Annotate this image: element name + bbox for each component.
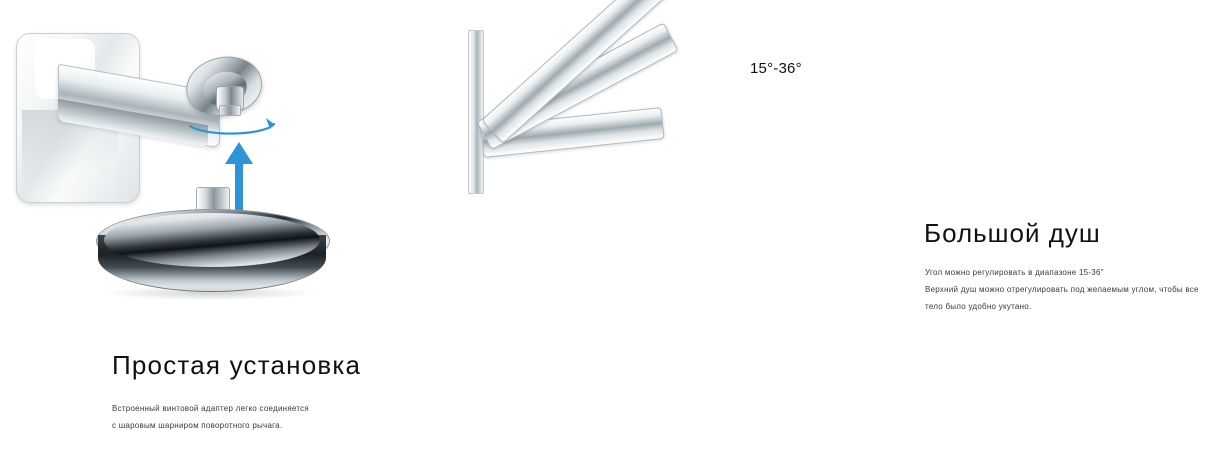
right-heading: Большой душ [924, 218, 1101, 248]
angle-range-label: 15°-36° [750, 60, 802, 77]
big-shower-angle-illustration [440, 0, 1199, 467]
left-body-text [112, 400, 372, 434]
round-shower-head [96, 209, 328, 295]
right-body-line-3: тело было удобно укутано. [925, 302, 1032, 311]
right-body-line-2: Верхний душ можно отрегулировать под желаемым углом, чтобы все [925, 285, 1199, 294]
shower-head-face [104, 213, 320, 267]
left-heading: Простая установка [112, 350, 362, 380]
right-body-line-1: Угол можно регулировать в диапазоне 15-36" [925, 268, 1104, 277]
shower-head-shadow [104, 286, 316, 300]
left-body-line-2: с шаровым шарниром поворотного рычага. [112, 421, 283, 430]
simple-installation-illustration [0, 0, 440, 467]
right-body-text [925, 264, 1225, 315]
left-body-line-1: Встроенный винтовой адаптер легко соединяется [112, 404, 310, 413]
wall-surface [468, 30, 484, 194]
